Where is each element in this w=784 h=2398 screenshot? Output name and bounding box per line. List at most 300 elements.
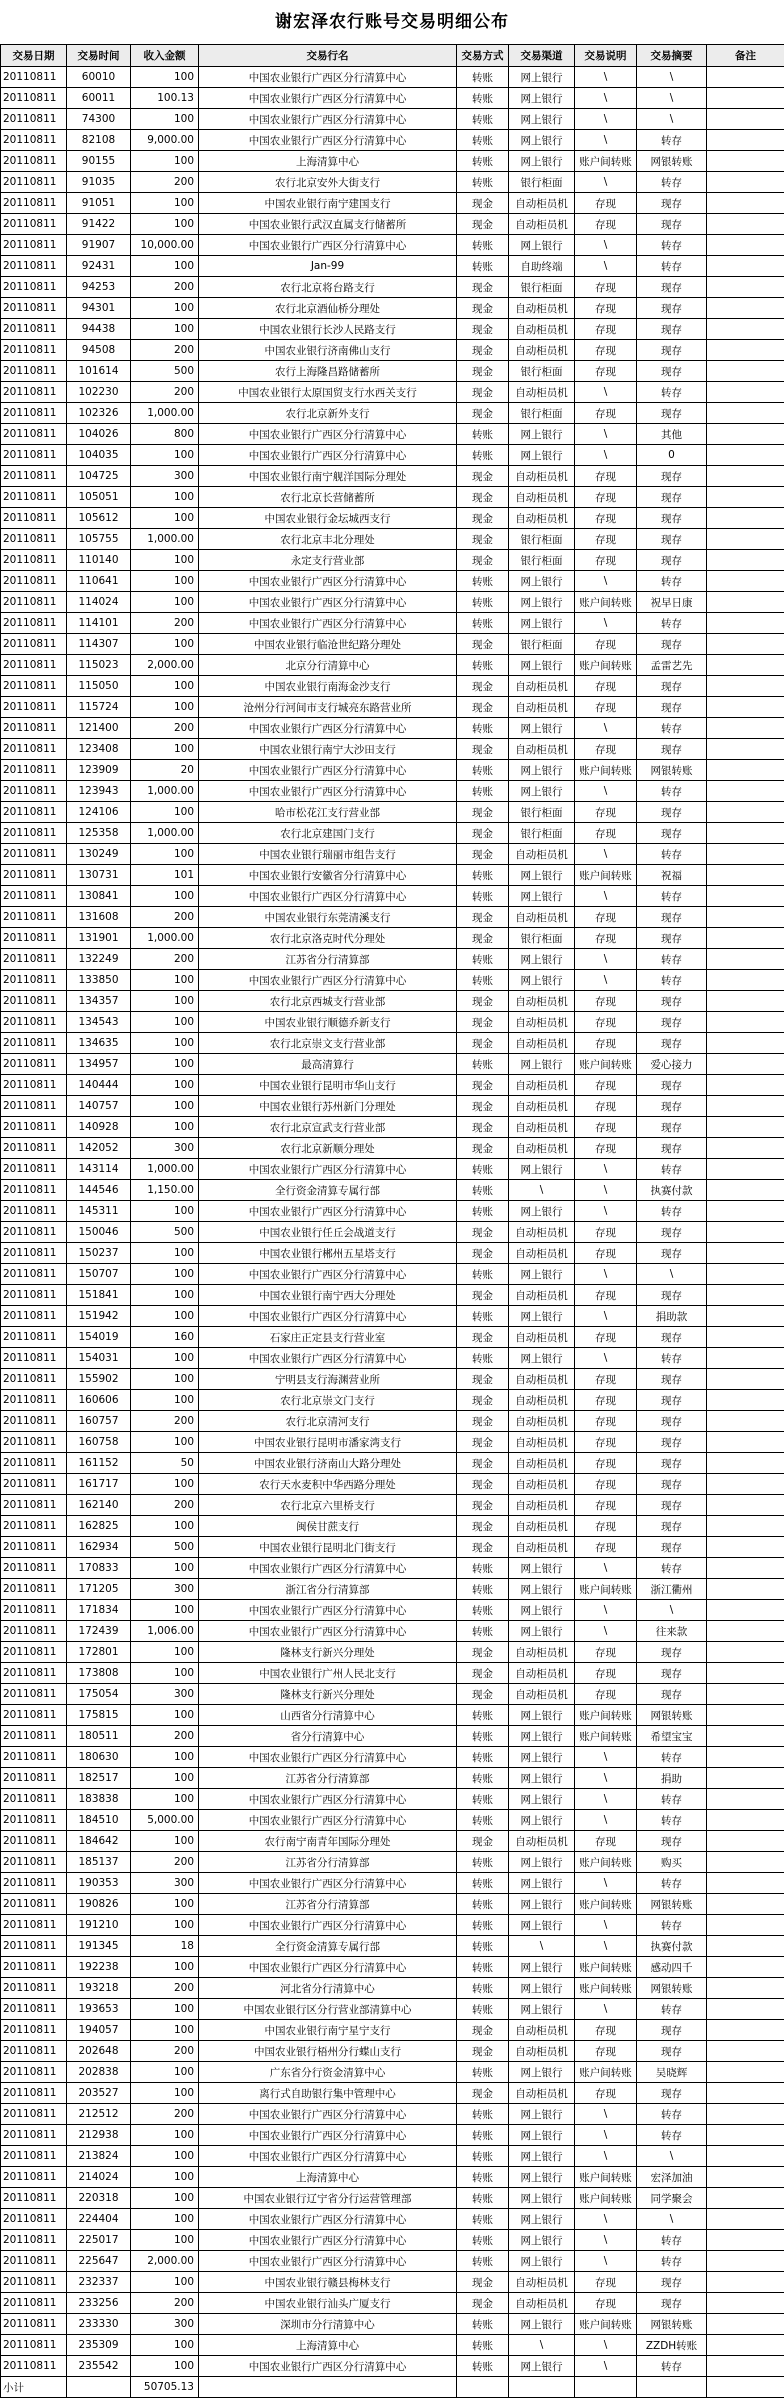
cell-time: 91051 (67, 193, 131, 214)
cell-bank: 中国农业银行汕头广厦支行 (199, 2293, 457, 2314)
cell-summary: 爱心接力 (637, 1054, 707, 1075)
cell-summary: 感动四千 (637, 1957, 707, 1978)
table-row (1, 550, 784, 571)
cell-description: \ (575, 235, 637, 256)
cell-summary: 往来款 (637, 1621, 707, 1642)
cell-date: 20110811 (1, 655, 67, 676)
cell-date: 20110811 (1, 1243, 67, 1264)
cell-time: 114307 (67, 634, 131, 655)
cell-bank: 中国农业银行南宁建国支行 (199, 193, 457, 214)
cell-time: 235309 (67, 2335, 131, 2356)
cell-date: 20110811 (1, 1390, 67, 1411)
cell-summary: 捐助 (637, 1768, 707, 1789)
cell-summary: 转存 (637, 2104, 707, 2125)
table-row (1, 2251, 784, 2272)
cell-channel: 网上银行 (509, 2251, 575, 2272)
cell-amount: 18 (131, 1936, 199, 1957)
cell-channel: 网上银行 (509, 949, 575, 970)
cell-bank: 中国农业银行广西区分行清算中心 (199, 2209, 457, 2230)
cell-summary: 现存 (637, 1411, 707, 1432)
cell-amount: 200 (131, 2293, 199, 2314)
cell-method: 转账 (457, 592, 509, 613)
cell-remark (707, 2020, 784, 2041)
cell-summary: 0 (637, 445, 707, 466)
cell-method: 现金 (457, 340, 509, 361)
cell-time: 124106 (67, 802, 131, 823)
cell-time: 175054 (67, 1684, 131, 1705)
cell-summary: 吴晓辉 (637, 2062, 707, 2083)
cell-date: 20110811 (1, 2104, 67, 2125)
cell-summary: 现存 (637, 634, 707, 655)
cell-summary: 转存 (637, 2356, 707, 2377)
cell-remark (707, 487, 784, 508)
table-row (1, 1264, 784, 1285)
cell-method: 转账 (457, 1957, 509, 1978)
table-row (1, 2104, 784, 2125)
cell-time: 102230 (67, 382, 131, 403)
table-row (1, 130, 784, 151)
cell-channel: 网上银行 (509, 2062, 575, 2083)
cell-channel: 自动柜员机 (509, 193, 575, 214)
cell-channel: 自动柜员机 (509, 1663, 575, 1684)
cell-bank: 中国农业银行广西区分行清算中心 (199, 718, 457, 739)
cell-description: 存现 (575, 697, 637, 718)
cell-amount: 10,000.00 (131, 235, 199, 256)
cell-date: 20110811 (1, 1978, 67, 1999)
cell-bank: 农行北京新顺分理处 (199, 1138, 457, 1159)
cell-channel: 银行柜面 (509, 802, 575, 823)
cell-bank: 中国农业银行东莞清溪支行 (199, 907, 457, 928)
cell-time: 140444 (67, 1075, 131, 1096)
cell-description: \ (575, 1936, 637, 1957)
cell-date: 20110811 (1, 2062, 67, 2083)
cell-method: 现金 (457, 1537, 509, 1558)
cell-channel: 自动柜员机 (509, 1642, 575, 1663)
cell-date: 20110811 (1, 1201, 67, 1222)
cell-remark (707, 1285, 784, 1306)
table-row (1, 1894, 784, 1915)
table-row (1, 718, 784, 739)
cell-amount: 100 (131, 739, 199, 760)
cell-channel: 自动柜员机 (509, 676, 575, 697)
cell-bank: 山西省分行清算中心 (199, 1705, 457, 1726)
cell-bank: 农行北京新外支行 (199, 403, 457, 424)
cell-channel: 网上银行 (509, 1957, 575, 1978)
cell-bank: 中国农业银行广西区分行清算中心 (199, 1873, 457, 1894)
cell-channel: 自动柜员机 (509, 1432, 575, 1453)
cell-remark (707, 172, 784, 193)
cell-amount: 200 (131, 2104, 199, 2125)
cell-date: 20110811 (1, 1348, 67, 1369)
cell-description: 账户间转账 (575, 1705, 637, 1726)
cell-date: 20110811 (1, 235, 67, 256)
table-row (1, 991, 784, 1012)
cell-channel: 自动柜员机 (509, 907, 575, 928)
cell-description: 存现 (575, 298, 637, 319)
cell-bank: 中国农业银行昆明市华山支行 (199, 1075, 457, 1096)
cell-amount: 100 (131, 1012, 199, 1033)
cell-date: 20110811 (1, 1495, 67, 1516)
cell-amount: 300 (131, 1579, 199, 1600)
cell-bank: 中国农业银行广西区分行清算中心 (199, 1810, 457, 1831)
cell-description: \ (575, 1747, 637, 1768)
cell-bank: 农行北京将台路支行 (199, 277, 457, 298)
cell-description: 存现 (575, 529, 637, 550)
cell-remark (707, 1411, 784, 1432)
cell-summary: 转存 (637, 1201, 707, 1222)
cell-method: 转账 (457, 256, 509, 277)
cell-method: 现金 (457, 550, 509, 571)
table-row (1, 970, 784, 991)
cell-remark (707, 529, 784, 550)
cell-time: 144546 (67, 1180, 131, 1201)
cell-remark (707, 865, 784, 886)
cell-remark (707, 886, 784, 907)
cell-method: 转账 (457, 2167, 509, 2188)
table-row (1, 949, 784, 970)
table-row (1, 382, 784, 403)
table-row (1, 1789, 784, 1810)
cell-time: 115023 (67, 655, 131, 676)
cell-summary: ZZDH转账 (637, 2335, 707, 2356)
cell-description: 存现 (575, 487, 637, 508)
cell-channel: 自动柜员机 (509, 319, 575, 340)
cell-remark (707, 214, 784, 235)
cell-amount: 100 (131, 67, 199, 88)
cell-method: 现金 (457, 529, 509, 550)
table-row (1, 235, 784, 256)
cell-description: \ (575, 88, 637, 109)
cell-method: 转账 (457, 1180, 509, 1201)
cell-description: 存现 (575, 991, 637, 1012)
cell-channel: 银行柜面 (509, 403, 575, 424)
cell-time: 134357 (67, 991, 131, 1012)
cell-summary: \ (637, 88, 707, 109)
cell-description: 账户间转账 (575, 2188, 637, 2209)
cell-time: 130841 (67, 886, 131, 907)
subtotal-empty-cell (199, 2377, 457, 2398)
cell-amount: 100 (131, 1243, 199, 1264)
cell-method: 现金 (457, 1831, 509, 1852)
cell-date: 20110811 (1, 151, 67, 172)
cell-date: 20110811 (1, 2230, 67, 2251)
cell-time: 182517 (67, 1768, 131, 1789)
table-row (1, 613, 784, 634)
cell-amount: 800 (131, 424, 199, 445)
cell-remark (707, 550, 784, 571)
cell-date: 20110811 (1, 1873, 67, 1894)
cell-time: 180511 (67, 1726, 131, 1747)
cell-remark (707, 2146, 784, 2167)
cell-time: 151942 (67, 1306, 131, 1327)
cell-method: 现金 (457, 1663, 509, 1684)
cell-remark (707, 1663, 784, 1684)
cell-summary: 现存 (637, 2083, 707, 2104)
cell-amount: 300 (131, 1138, 199, 1159)
cell-bank: 农行北京丰北分理处 (199, 529, 457, 550)
cell-bank: 中国农业银行广西区分行清算中心 (199, 1957, 457, 1978)
cell-time: 131901 (67, 928, 131, 949)
cell-time: 125358 (67, 823, 131, 844)
cell-time: 225017 (67, 2230, 131, 2251)
cell-channel: 银行柜面 (509, 823, 575, 844)
cell-bank: 中国农业银行武汉直属支行储蓄所 (199, 214, 457, 235)
cell-summary: 转存 (637, 2251, 707, 2272)
cell-remark (707, 2104, 784, 2125)
cell-channel: 自动柜员机 (509, 1138, 575, 1159)
cell-date: 20110811 (1, 319, 67, 340)
cell-date: 20110811 (1, 613, 67, 634)
table-row (1, 361, 784, 382)
cell-remark (707, 1075, 784, 1096)
cell-description: 存现 (575, 2293, 637, 2314)
page-title: 谢宏泽农行账号交易明细公布 (0, 0, 784, 44)
cell-amount: 200 (131, 1852, 199, 1873)
cell-remark (707, 970, 784, 991)
cell-channel: 自动柜员机 (509, 1285, 575, 1306)
cell-description: 存现 (575, 1663, 637, 1684)
cell-description: 账户间转账 (575, 1978, 637, 1999)
cell-remark (707, 2356, 784, 2377)
cell-description: 存现 (575, 340, 637, 361)
cell-amount: 100 (131, 1957, 199, 1978)
cell-channel: 网上银行 (509, 1264, 575, 1285)
cell-description: 存现 (575, 907, 637, 928)
table-row (1, 1138, 784, 1159)
cell-description: \ (575, 1768, 637, 1789)
cell-channel: 网上银行 (509, 1705, 575, 1726)
cell-channel: 网上银行 (509, 109, 575, 130)
cell-date: 20110811 (1, 844, 67, 865)
cell-description: \ (575, 1600, 637, 1621)
cell-description: 存现 (575, 1411, 637, 1432)
cell-method: 现金 (457, 823, 509, 844)
table-row (1, 592, 784, 613)
cell-amount: 200 (131, 718, 199, 739)
cell-time: 190826 (67, 1894, 131, 1915)
cell-method: 转账 (457, 1978, 509, 1999)
cell-method: 转账 (457, 1852, 509, 1873)
cell-date: 20110811 (1, 1621, 67, 1642)
cell-description: \ (575, 1180, 637, 1201)
cell-method: 转账 (457, 949, 509, 970)
cell-bank: 宁明县支行海渊营业所 (199, 1369, 457, 1390)
cell-description: 存现 (575, 1138, 637, 1159)
cell-date: 20110811 (1, 550, 67, 571)
cell-channel: 网上银行 (509, 2146, 575, 2167)
cell-remark (707, 1033, 784, 1054)
cell-amount: 100 (131, 2125, 199, 2146)
cell-description: \ (575, 2209, 637, 2230)
cell-time: 172801 (67, 1642, 131, 1663)
cell-amount: 100 (131, 676, 199, 697)
cell-summary: 网银转账 (637, 760, 707, 781)
cell-date: 20110811 (1, 2293, 67, 2314)
cell-bank: 中国农业银行苏州新门分理处 (199, 1096, 457, 1117)
cell-channel: 自动柜员机 (509, 2041, 575, 2062)
cell-date: 20110811 (1, 1894, 67, 1915)
cell-description: 存现 (575, 1495, 637, 1516)
cell-method: 转账 (457, 571, 509, 592)
cell-summary: \ (637, 2146, 707, 2167)
cell-remark (707, 319, 784, 340)
cell-remark (707, 949, 784, 970)
cell-summary: 现存 (637, 340, 707, 361)
cell-date: 20110811 (1, 1327, 67, 1348)
cell-date: 20110811 (1, 970, 67, 991)
cell-summary: 现存 (637, 1369, 707, 1390)
table-row (1, 319, 784, 340)
cell-bank: 中国农业银行广西区分行清算中心 (199, 109, 457, 130)
cell-description: \ (575, 1348, 637, 1369)
cell-bank: 中国农业银行广西区分行清算中心 (199, 613, 457, 634)
cell-date: 20110811 (1, 109, 67, 130)
cell-date: 20110811 (1, 277, 67, 298)
cell-summary: 孟雷艺先 (637, 655, 707, 676)
cell-date: 20110811 (1, 634, 67, 655)
table-row (1, 424, 784, 445)
cell-summary: 转存 (637, 1159, 707, 1180)
subtotal-empty-cell (67, 2377, 131, 2398)
table-row (1, 886, 784, 907)
subtotal-empty-cell (637, 2377, 707, 2398)
cell-remark (707, 2083, 784, 2104)
table-row (1, 1432, 784, 1453)
cell-method: 现金 (457, 508, 509, 529)
cell-remark (707, 361, 784, 382)
cell-channel: 自动柜员机 (509, 2083, 575, 2104)
cell-time: 140757 (67, 1096, 131, 1117)
cell-time: 131608 (67, 907, 131, 928)
cell-time: 82108 (67, 130, 131, 151)
table-row (1, 193, 784, 214)
cell-date: 20110811 (1, 88, 67, 109)
cell-method: 现金 (457, 928, 509, 949)
cell-amount: 100 (131, 1558, 199, 1579)
cell-method: 转账 (457, 1789, 509, 1810)
cell-channel: 网上银行 (509, 1768, 575, 1789)
col-header-method: 交易方式 (457, 45, 509, 67)
cell-remark (707, 2314, 784, 2335)
cell-time: 192238 (67, 1957, 131, 1978)
cell-method: 转账 (457, 1726, 509, 1747)
cell-amount: 100 (131, 886, 199, 907)
cell-remark (707, 1159, 784, 1180)
cell-bank: 隆林支行新兴分理处 (199, 1642, 457, 1663)
cell-date: 20110811 (1, 214, 67, 235)
table-row (1, 760, 784, 781)
cell-channel: 银行柜面 (509, 550, 575, 571)
cell-bank: 中国农业银行广西区分行清算中心 (199, 2356, 457, 2377)
cell-date: 20110811 (1, 697, 67, 718)
cell-description: 存现 (575, 1327, 637, 1348)
cell-method: 转账 (457, 2146, 509, 2167)
cell-method: 现金 (457, 319, 509, 340)
cell-bank: 中国农业银行南宁星宁支行 (199, 2020, 457, 2041)
cell-time: 74300 (67, 109, 131, 130)
cell-description: 账户间转账 (575, 151, 637, 172)
cell-description: 存现 (575, 1432, 637, 1453)
cell-date: 20110811 (1, 1642, 67, 1663)
cell-amount: 200 (131, 1978, 199, 1999)
cell-time: 175815 (67, 1705, 131, 1726)
cell-time: 162825 (67, 1516, 131, 1537)
cell-remark (707, 760, 784, 781)
cell-date: 20110811 (1, 2125, 67, 2146)
cell-description: \ (575, 718, 637, 739)
cell-date: 20110811 (1, 760, 67, 781)
cell-time: 232337 (67, 2272, 131, 2293)
cell-amount: 1,000.00 (131, 928, 199, 949)
cell-bank: 农行天水麦积中华西路分理处 (199, 1474, 457, 1495)
cell-time: 101614 (67, 361, 131, 382)
cell-remark (707, 1621, 784, 1642)
cell-description: \ (575, 571, 637, 592)
cell-amount: 300 (131, 1873, 199, 1894)
table-row (1, 2314, 784, 2335)
cell-time: 133850 (67, 970, 131, 991)
cell-summary: 现存 (637, 991, 707, 1012)
cell-time: 140928 (67, 1117, 131, 1138)
cell-remark (707, 2335, 784, 2356)
cell-date: 20110811 (1, 2167, 67, 2188)
cell-channel: 自动柜员机 (509, 697, 575, 718)
subtotal-empty-cell (575, 2377, 637, 2398)
cell-amount: 100 (131, 319, 199, 340)
cell-method: 现金 (457, 1516, 509, 1537)
cell-description: \ (575, 886, 637, 907)
cell-remark (707, 1852, 784, 1873)
cell-time: 115050 (67, 676, 131, 697)
table-row (1, 1369, 784, 1390)
cell-date: 20110811 (1, 886, 67, 907)
cell-channel: 自动柜员机 (509, 1831, 575, 1852)
table-row (1, 1054, 784, 1075)
cell-description: 账户间转账 (575, 1957, 637, 1978)
table-row (1, 340, 784, 361)
subtotal-amount: 50705.13 (131, 2377, 199, 2398)
cell-date: 20110811 (1, 1012, 67, 1033)
cell-description: 存现 (575, 1516, 637, 1537)
cell-bank: 农行北京清河支行 (199, 1411, 457, 1432)
cell-description: 存现 (575, 1117, 637, 1138)
cell-summary: 现存 (637, 277, 707, 298)
cell-date: 20110811 (1, 1768, 67, 1789)
cell-amount: 100 (131, 592, 199, 613)
table-row (1, 571, 784, 592)
table-row (1, 1222, 784, 1243)
cell-amount: 500 (131, 1222, 199, 1243)
cell-channel: 网上银行 (509, 445, 575, 466)
cell-time: 143114 (67, 1159, 131, 1180)
cell-method: 转账 (457, 151, 509, 172)
cell-time: 110641 (67, 571, 131, 592)
cell-method: 转账 (457, 445, 509, 466)
cell-method: 转账 (457, 67, 509, 88)
cell-method: 转账 (457, 655, 509, 676)
cell-summary: 现存 (637, 1243, 707, 1264)
cell-description: \ (575, 613, 637, 634)
cell-description: \ (575, 1264, 637, 1285)
cell-method: 转账 (457, 2209, 509, 2230)
cell-method: 转账 (457, 1159, 509, 1180)
cell-description: 存现 (575, 928, 637, 949)
cell-amount: 100 (131, 1390, 199, 1411)
table-row (1, 1600, 784, 1621)
cell-summary: 现存 (637, 1390, 707, 1411)
cell-time: 161717 (67, 1474, 131, 1495)
cell-method: 转账 (457, 613, 509, 634)
